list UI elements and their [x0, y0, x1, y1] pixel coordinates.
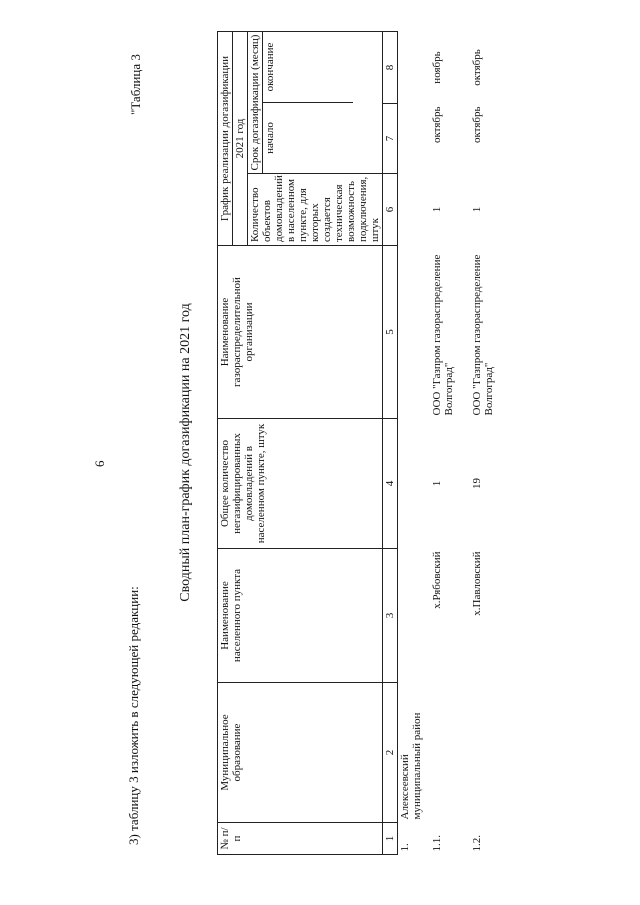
colnum-1: 1	[383, 823, 398, 855]
header-municipality: Муниципальное образование	[218, 683, 383, 823]
colnum-4: 4	[383, 419, 398, 549]
row-objects: 1	[471, 206, 483, 213]
header-deadline: Срок догазификации (месяц)	[248, 32, 263, 173]
header-deadline-group	[248, 32, 383, 174]
row-municipality: Алексеевский муниципальный район	[399, 712, 423, 820]
row-number: 1.1.	[431, 835, 443, 852]
header-schedule: График реализации догазификации	[218, 32, 233, 246]
row-number: 1.	[399, 843, 411, 852]
row-settlement: х.Павловский	[471, 551, 483, 616]
row-end: октябрь	[471, 49, 483, 86]
table-row	[430, 32, 470, 855]
colnum-8: 8	[383, 32, 398, 104]
row-settlement: х.Рябовский	[431, 551, 443, 609]
row-organization: ООО "Газпром газораспределение Волгоград"	[471, 254, 495, 416]
row-end: ноябрь	[431, 51, 443, 84]
colnum-2: 2	[383, 683, 398, 823]
row-number: 1.2.	[471, 835, 483, 852]
table-title: Сводный план-график догазификации на 2021 год	[178, 303, 193, 602]
header-organization: Наименование газораспределительной организации	[218, 246, 383, 419]
row-start: октябрь	[471, 106, 483, 144]
colnum-6: 6	[383, 174, 398, 246]
plan-table	[217, 31, 502, 855]
page-number: 6	[92, 460, 107, 467]
colnum-3: 3	[383, 549, 398, 683]
header-num: № п/п	[218, 823, 383, 855]
row-total: 1	[431, 480, 443, 487]
row-start: октябрь	[431, 106, 443, 144]
header-settlement: Наименование населенного пункта	[218, 549, 383, 683]
header-end: окончание	[264, 42, 276, 92]
header-objects-count: Количество объектов домовладений в населенном пункте, для которых создается техническая возможность подключения, штук	[248, 174, 383, 246]
intro-text: 3) таблицу 3 изложить в следующей редакции:	[126, 586, 141, 845]
row-organization: ООО "Газпром газораспределение Волгоград"	[431, 254, 455, 416]
header-start: начало	[263, 102, 353, 173]
table-label: "Таблица 3	[128, 54, 143, 115]
header-total-households: Общее количество негазифицированных домовладений в населенном пункте, штук	[218, 419, 383, 549]
row-total: 19	[471, 478, 483, 489]
colnum-7: 7	[383, 104, 398, 174]
row-objects: 1	[431, 206, 443, 213]
table-row	[470, 32, 502, 855]
table-row	[398, 32, 431, 855]
header-year: 2021 год	[233, 32, 248, 246]
colnum-5: 5	[383, 246, 398, 419]
